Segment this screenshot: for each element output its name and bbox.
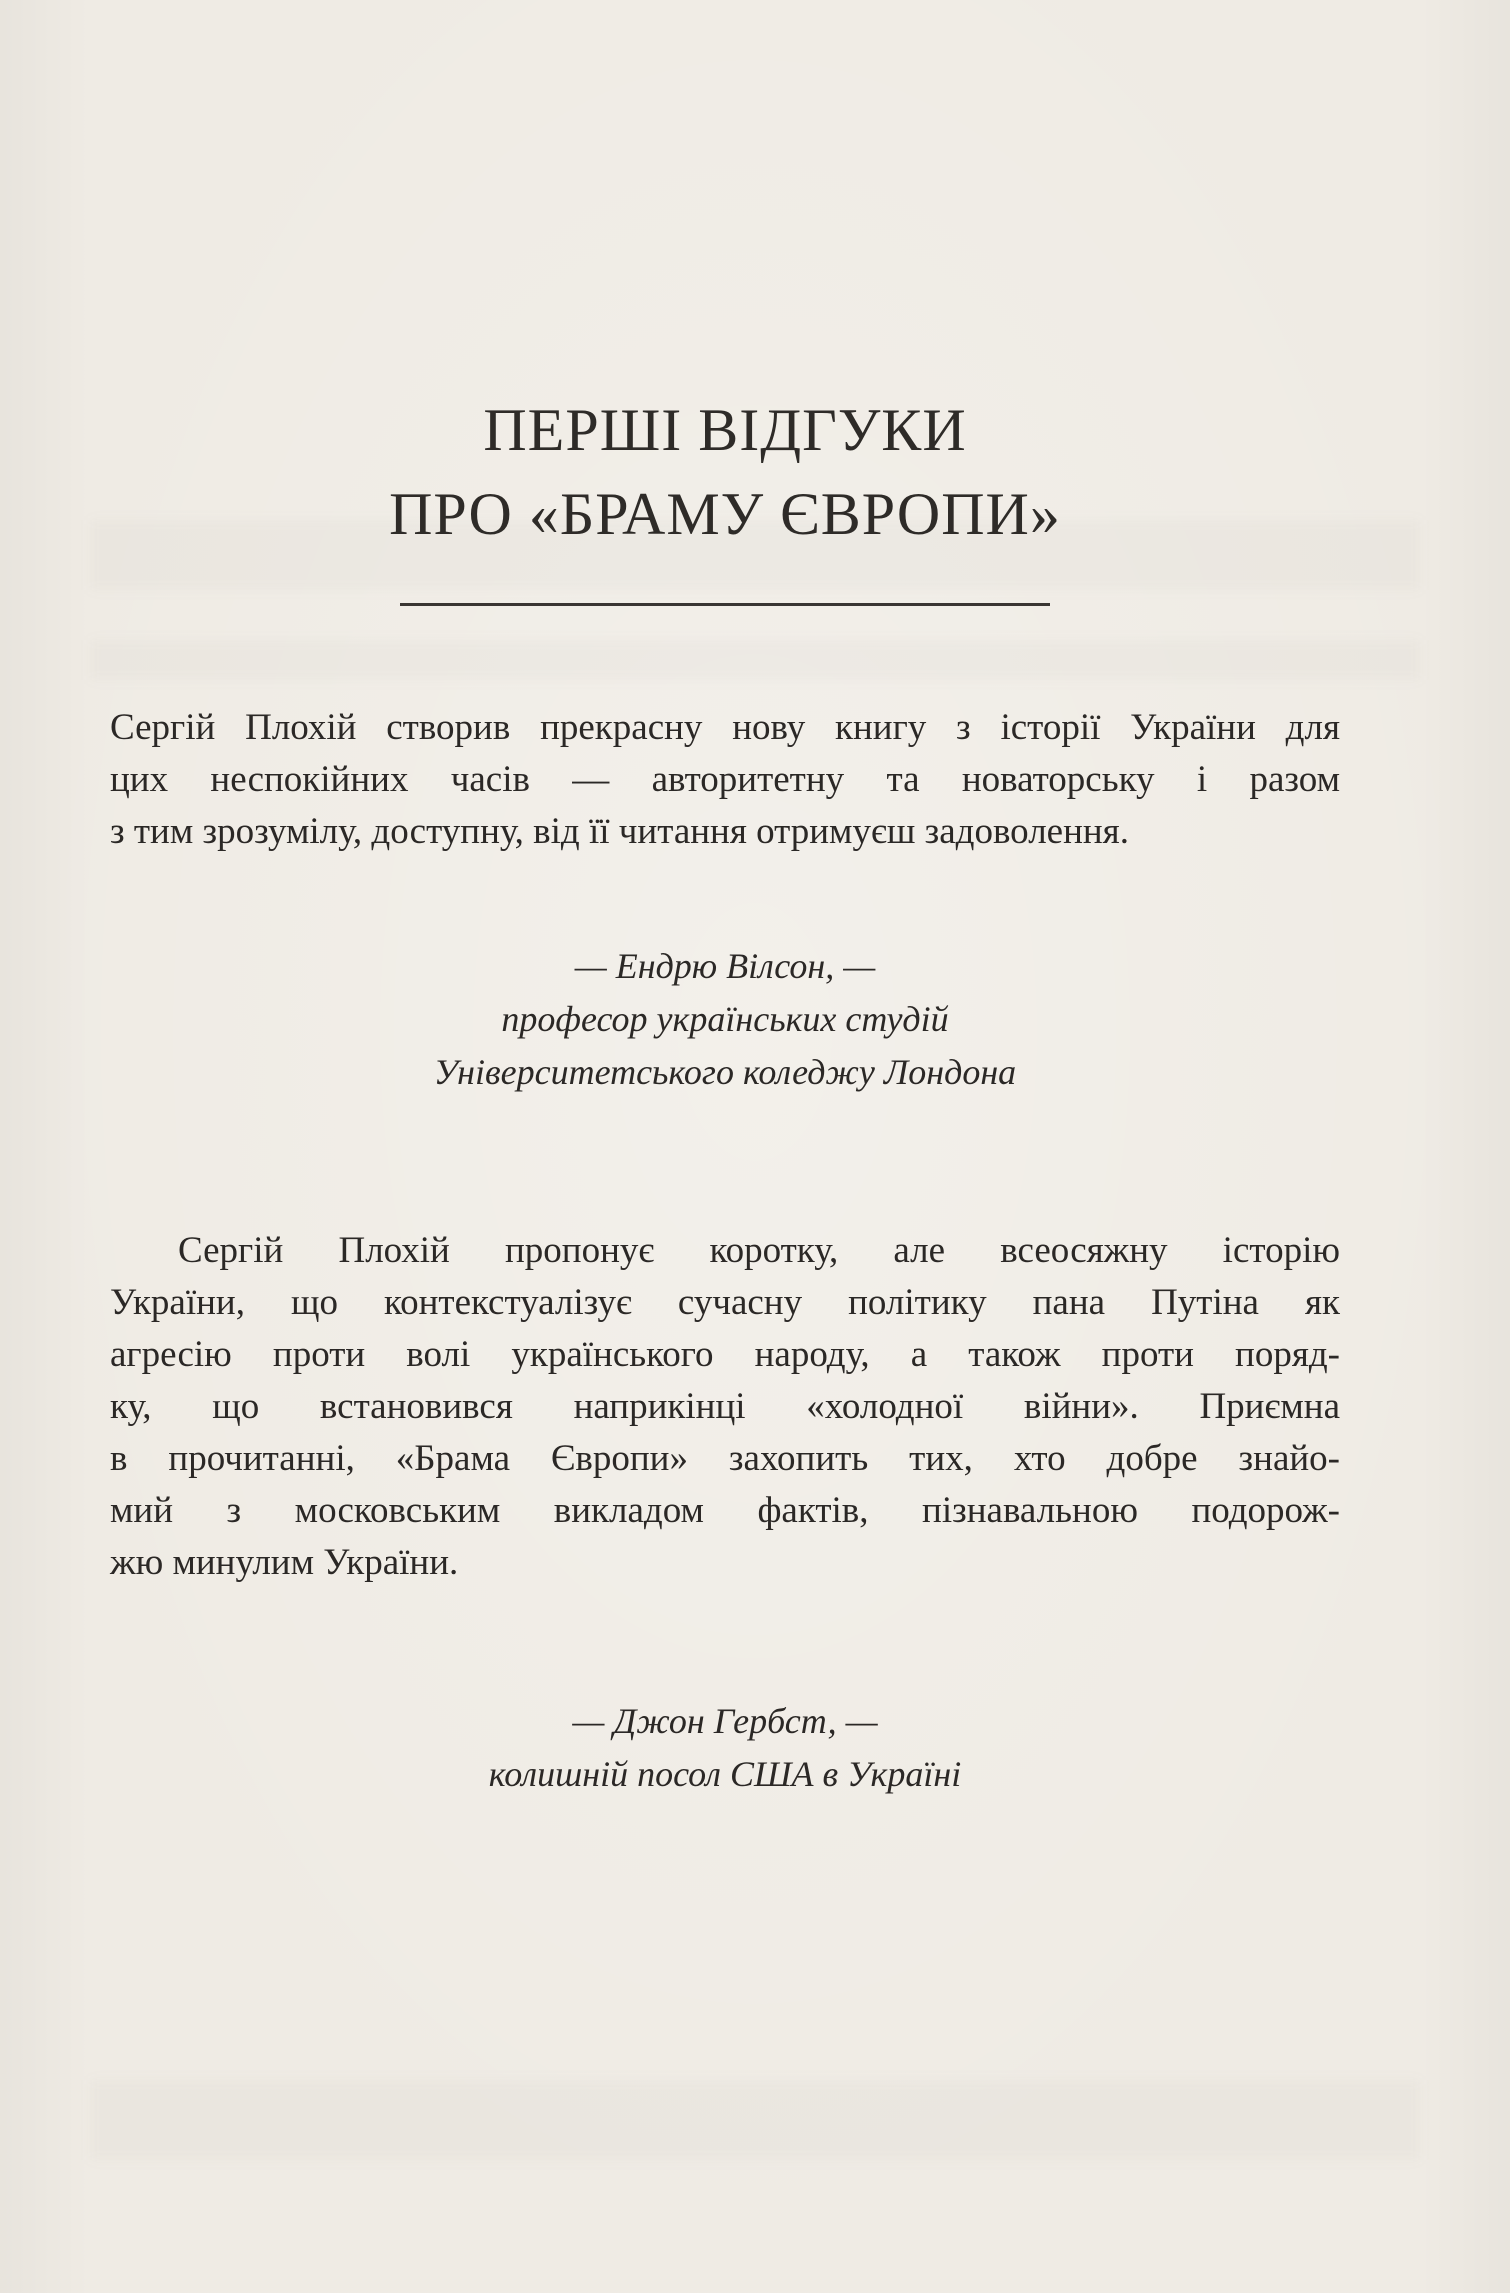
review-1-attribution [110,940,1340,1099]
page-title-line-2: ПРО «БРАМУ ЄВРОПИ» [389,481,1061,547]
review-1-line: з тим зрозумілу, доступну, від її читання отримуєш задоволення. [110,811,1129,852]
review-2-author-title: колишній посол США в Україні [488,1754,962,1794]
review-1-author-institution: Університетського коледжу Лондона [433,1052,1017,1092]
review-2-line: в прочитанні, «Брама Європи» захопить тих, хто добре знайо- [110,1438,1340,1479]
review-1-author-title: професор українських студій [501,999,949,1039]
review-1-line: Сергій Плохій створив прекрасну нову книгу з історії України для [110,707,1340,748]
review-2-author: — Джон Гербст, — [572,1701,878,1741]
review-2-line: України, що контекстуалізує сучасну політику пана Путіна як [110,1282,1340,1323]
review-1-author: — Ендрю Вілсон, — [574,946,876,986]
title-divider [400,603,1050,606]
review-1-line: цих неспокійних часів — авторитетну та новаторську і разом [110,759,1340,800]
review-2-line: мий з московським викладом фактів, пізнавальною подорож- [110,1490,1340,1531]
review-2-line: Сергій Плохій пропонує коротку, але всеосяжну історію [178,1230,1340,1271]
page-title-line-1: ПЕРШІ ВІДГУКИ [483,397,967,463]
page-title [110,388,1340,556]
bleed-through-shadow [90,2080,1420,2160]
review-2-attribution [110,1695,1340,1801]
review-2-line: жю минулим України. [110,1542,459,1583]
review-2-text [110,1225,1340,1589]
review-1-text [110,702,1340,858]
bleed-through-shadow [90,640,1420,680]
review-2-line: ку, що встановився наприкінці «холодної війни». Приємна [110,1386,1340,1427]
review-2-line: агресію проти волі українського народу, а також проти поряд- [110,1334,1340,1375]
